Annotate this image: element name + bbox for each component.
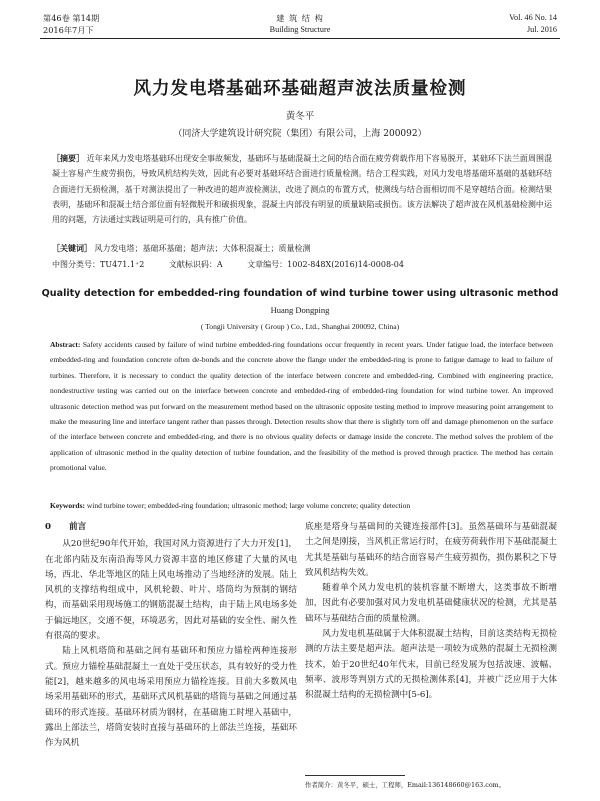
keywords-cn-text: 风力发电塔；基础环基础；超声法；大体积混凝土；质量检测 xyxy=(94,244,311,253)
keywords-cn xyxy=(52,242,552,255)
paper-title: 风力发电塔基础环基础超声波法质量检测 xyxy=(133,79,467,99)
journal-name-cn: 建 筑 结 构 xyxy=(276,13,324,23)
abstract-en xyxy=(50,337,553,476)
body-paragraph: 风力发电机基础属于大体积混凝土结构，目前这类结构无损检测的方法主要是超声法。超声法是一项较为成熟的混凝土无损检测技术，始于20世纪40年代末，目前已经发展为包括波速、波幅、频率、波形等判别方式的无损检测体系[4]，并被广泛应用于大体积混凝土结构的无损检测中[5-6]。 xyxy=(305,629,557,701)
abstract-en-label: Abstract: xyxy=(50,340,81,349)
author-name: 黄冬平 xyxy=(285,111,315,122)
body-column-right xyxy=(305,520,557,704)
document-code: 文献标识码：A xyxy=(168,260,223,269)
clc-number: 中图分类号：TU471.1⁺2 xyxy=(52,260,145,269)
abstract-cn-label: ［摘要］ xyxy=(52,153,85,163)
abstract-cn-text: 近年来风力发电塔基础环出现安全事故频发，基础环与基础混凝土之间的结合面在疲劳荷载作用下容易脱开，某础环下法兰面周围混凝土容易产生疲劳损伤，导致风机结构失效，因此有必要对基础环结合面进行质量检测。结合工程实践，对风力发电塔基础环基础的基础环结合面进行无损检测，基于对测法提出了一种改进的超声波检测法，改进了测点的布置方式，使测线与结合面相切而不是穿越结合面。检测结果表明，基础环和混凝土结合部位面有轻微脱开和破损现象，混凝土内部没有明显的质量缺陷或损伤。该方法解决了超声波在风机基础检测中运用的问题，方法通过实践证明是可行的，具有推广价值。 xyxy=(52,154,553,225)
keywords-en-label: Keywords: xyxy=(50,501,85,510)
author-affiliation: （同济大学建筑设计研究院（集团）有限公司，上海 200092） xyxy=(173,129,427,139)
classification-line xyxy=(52,259,552,271)
keywords-en xyxy=(50,500,553,512)
body-paragraph: 随着单个风力发电机的装机容量不断增大，这类事故不断增加，因此有必要加强对风力发电机基础健康状况的检测，尤其是基础环与基础结合面的质量检测。 xyxy=(305,583,557,624)
body-paragraph: 底座是塔身与基础间的关键连接部件[3]。虽然基础环与基础混凝土之间是刚接，当风机正常运行时，在疲劳荷载作用下基础混凝土尤其是基础与基础环的结合面容易产生疲劳损伤，损伤累积之下导致风机结构失效。 xyxy=(305,522,557,578)
running-header-right xyxy=(509,12,557,36)
body-paragraph: 从20世纪90年代开始，我国对风力资源进行了大力开发[1]，在北部内陆及东南沿海等风力资源丰富的地区修建了大量的风电场，西北、华北等地区的陆上风电场推动了当地经济的发展。陆上风机的支撑结构组成中，风机轮毂、叶片、塔筒均为预制的钢结构，而基础采用现场施工的钢筋混凝土结构，由于陆上风电场多处于偏远地区，交通不便，环境恶劣，因此对基础的安全性、耐久性有很高的要求。 xyxy=(45,539,297,642)
body-paragraph: 陆上风机塔筒和基础之间有基础环和预应力锚栓两种连接形式。预应力锚栓基础混凝土一直处于受压状态，具有较好的受力性能[2]，越来越多的风电场采用预应力锚栓连接。目前大多数风电场采用基础环的形式，基础环式风机基础的塔筒与基础之间通过基础环的形式连接。基础环材质为钢材，在基础施工时埋入基础中，露出上部法兰，塔筒安装时直接与基础环的上部法兰连接，基础环作为风机 xyxy=(45,646,297,749)
issue-date-en: Jul. 2016 xyxy=(526,25,557,34)
section-title: 前言 xyxy=(69,522,87,532)
author-footnote: 作者简介：黄冬平，硕士，工程师，Email:136148660@163.com。 xyxy=(305,781,506,789)
article-number: 文章编号：1002-848X(2016)14-0008-04 xyxy=(247,260,404,269)
footnote-divider xyxy=(305,775,405,776)
section-heading xyxy=(45,520,297,535)
volume-issue-en: Vol. 46 No. 14 xyxy=(509,13,557,22)
keywords-cn-label: ［关键词］ xyxy=(52,243,92,253)
author-affiliation-en: ( Tongji University ( Group ) Co., Ltd., Shanghai 200092, China) xyxy=(200,322,400,331)
issue-date-cn: 2016年7月下 xyxy=(43,25,94,35)
section-number: 0 xyxy=(45,522,51,532)
paper-title-en: Quality detection for embedded-ring foundation of wind turbine tower using ultrasonic method xyxy=(41,288,559,299)
author-name-en: Huang Dongping xyxy=(270,305,330,315)
abstract-en-text: Safety accidents caused by failure of wind turbine embedded-ring foundations occur frequently in recent years. Under fatigue load, the interface between embedded-ring and foundation concrete often de-bonds and the concrete above the flange under the embedded-ring is prone to fatigue damage to lead to failure of turbines. Therefore, it is necessary to conduct the quality detection of the interface between concrete and embedded-ring. Combined with engineering practice, nondestructive testing was carried out on the interface between concrete and embedded-ring of embedded-ring foundation for wind turbine tower. An improved ultrasonic detection method was put forward on the measurement method based on the ultrasonic opposite testing method to improve measuring point arrangement to make the measuring line and interface tangent rather than passes through. Detection results show that there is slightly torn off and damage phenomenon on the surface of the interface between concrete and embedded-ring, and there is no obvious quality defects or damage inside the concrete. The method solves the problem of the application of ultrasonic method in the quality detection of turbine foundation, and the feasibility of the method is proved through practice. The method has certain promotional value. xyxy=(50,340,553,473)
keywords-en-text: wind turbine tower; embedded-ring foundation; ultrasonic method; large volume concrete; quality detection xyxy=(86,501,411,510)
volume-issue-cn: 第46卷 第14期 xyxy=(43,13,100,23)
header-divider xyxy=(40,38,560,39)
body-column-left xyxy=(45,520,297,751)
journal-name-en: Building Structure xyxy=(269,25,331,34)
abstract-cn xyxy=(52,151,552,227)
